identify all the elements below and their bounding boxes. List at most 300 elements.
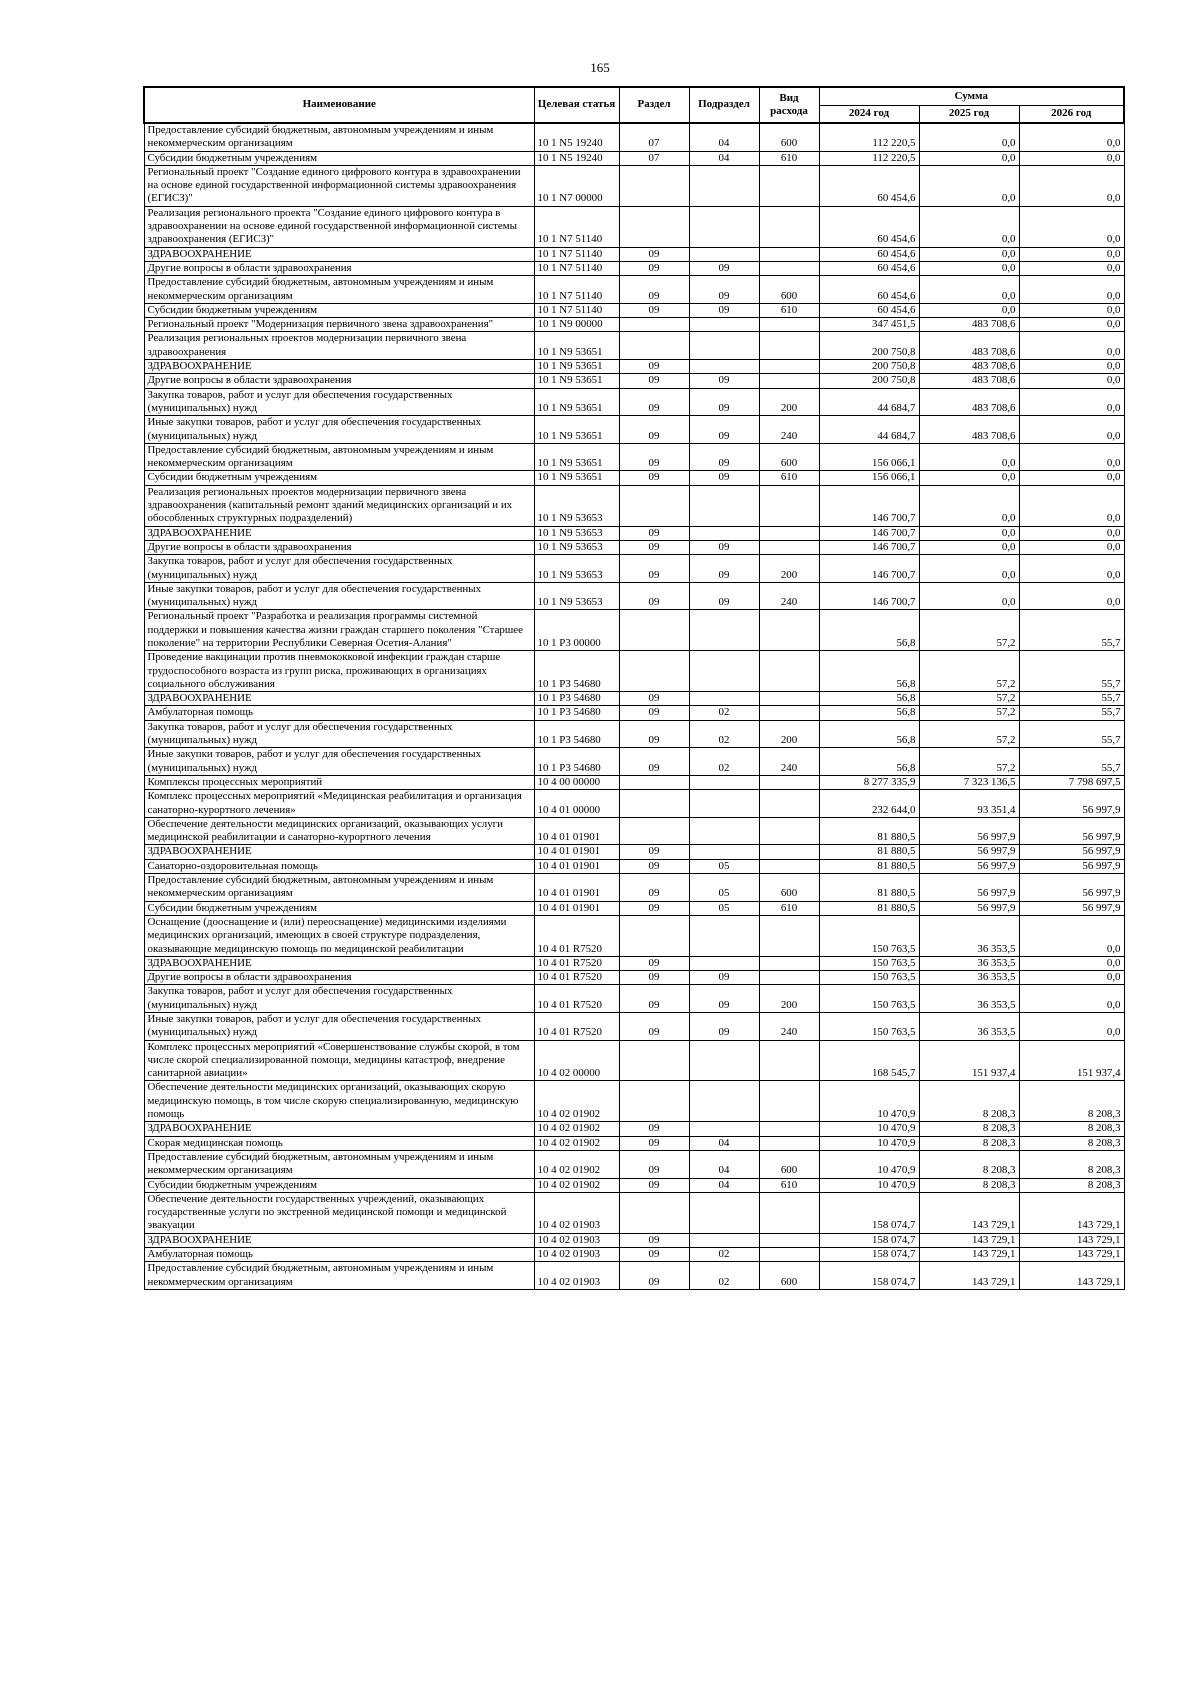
row-section: 09 (619, 582, 689, 610)
row-target-article: 10 4 02 01903 (534, 1192, 619, 1233)
row-sum-2024: 232 644,0 (819, 790, 919, 818)
row-sum-2024: 347 451,5 (819, 318, 919, 332)
table-row (144, 318, 1124, 332)
row-name: Комплексы процессных мероприятий (144, 775, 534, 789)
row-subsection: 09 (689, 416, 759, 444)
row-section: 09 (619, 416, 689, 444)
row-expense-type (759, 318, 819, 332)
row-subsection (689, 1040, 759, 1081)
row-expense-type (759, 775, 819, 789)
row-subsection: 09 (689, 985, 759, 1013)
table-row (144, 610, 1124, 651)
row-target-article: 10 1 P3 54680 (534, 706, 619, 720)
row-name: Другие вопросы в области здравоохранения (144, 540, 534, 554)
row-subsection: 05 (689, 859, 759, 873)
row-sum-2026: 0,0 (1019, 165, 1124, 206)
row-section: 09 (619, 388, 689, 416)
row-sum-2024: 56,8 (819, 651, 919, 692)
row-sum-2026: 55,7 (1019, 610, 1124, 651)
row-name: ЗДРАВООХРАНЕНИЕ (144, 1233, 534, 1247)
row-sum-2026: 0,0 (1019, 261, 1124, 275)
row-sum-2026: 0,0 (1019, 318, 1124, 332)
row-section (619, 1040, 689, 1081)
row-expense-type (759, 817, 819, 845)
row-expense-type: 610 (759, 303, 819, 317)
row-target-article: 10 1 N9 53651 (534, 443, 619, 471)
row-name: Предоставление субсидий бюджетным, автономным учреждениям и иным некоммерческим организациям (144, 874, 534, 902)
row-sum-2025: 36 353,5 (919, 1013, 1019, 1041)
row-expense-type (759, 692, 819, 706)
header-year-2026: 2026 год (1019, 105, 1124, 123)
row-section: 09 (619, 555, 689, 583)
row-subsection (689, 360, 759, 374)
row-sum-2026: 0,0 (1019, 971, 1124, 985)
row-subsection (689, 610, 759, 651)
row-sum-2026: 55,7 (1019, 720, 1124, 748)
row-expense-type (759, 1081, 819, 1122)
row-expense-type: 600 (759, 276, 819, 304)
row-expense-type (759, 790, 819, 818)
row-name: Иные закупки товаров, работ и услуг для обеспечения государственных (муниципальных) нужд (144, 582, 534, 610)
row-name: Региональный проект "Модернизация первичного звена здравоохранения" (144, 318, 534, 332)
row-subsection: 05 (689, 901, 759, 915)
row-section (619, 790, 689, 818)
row-name: ЗДРАВООХРАНЕНИЕ (144, 845, 534, 859)
row-subsection: 09 (689, 261, 759, 275)
row-sum-2025: 0,0 (919, 485, 1019, 526)
row-sum-2025: 36 353,5 (919, 956, 1019, 970)
row-name: Комплекс процессных мероприятий «Медицинская реабилитация и организация санаторно-курортного лечения» (144, 790, 534, 818)
row-section: 09 (619, 1178, 689, 1192)
header-year-2024: 2024 год (819, 105, 919, 123)
row-subsection (689, 206, 759, 247)
table-row (144, 775, 1124, 789)
row-expense-type (759, 247, 819, 261)
row-subsection (689, 526, 759, 540)
row-expense-type: 240 (759, 582, 819, 610)
table-row (144, 985, 1124, 1013)
row-subsection: 02 (689, 706, 759, 720)
row-expense-type (759, 261, 819, 275)
row-name: Субсидии бюджетным учреждениям (144, 901, 534, 915)
table-row (144, 332, 1124, 360)
row-subsection: 04 (689, 1150, 759, 1178)
row-name: ЗДРАВООХРАНЕНИЕ (144, 1122, 534, 1136)
row-target-article: 10 4 02 01903 (534, 1233, 619, 1247)
row-sum-2025: 0,0 (919, 471, 1019, 485)
row-sum-2024: 60 454,6 (819, 206, 919, 247)
row-section (619, 1192, 689, 1233)
row-sum-2025: 483 708,6 (919, 416, 1019, 444)
row-subsection: 02 (689, 720, 759, 748)
row-target-article: 10 4 02 01902 (534, 1122, 619, 1136)
row-sum-2024: 10 470,9 (819, 1150, 919, 1178)
row-target-article: 10 1 N9 53651 (534, 332, 619, 360)
row-expense-type (759, 610, 819, 651)
row-subsection (689, 1233, 759, 1247)
row-target-article: 10 1 N7 51140 (534, 247, 619, 261)
table-row (144, 1122, 1124, 1136)
table-row (144, 971, 1124, 985)
row-name: ЗДРАВООХРАНЕНИЕ (144, 956, 534, 970)
row-target-article: 10 4 01 R7520 (534, 956, 619, 970)
row-sum-2025: 8 208,3 (919, 1136, 1019, 1150)
row-sum-2025: 57,2 (919, 706, 1019, 720)
row-sum-2025: 36 353,5 (919, 915, 1019, 956)
row-section: 09 (619, 471, 689, 485)
row-target-article: 10 4 00 00000 (534, 775, 619, 789)
row-expense-type (759, 1192, 819, 1233)
row-target-article: 10 1 N9 53651 (534, 388, 619, 416)
row-sum-2025: 57,2 (919, 748, 1019, 776)
row-sum-2024: 150 763,5 (819, 985, 919, 1013)
row-expense-type: 610 (759, 151, 819, 165)
row-section: 09 (619, 1248, 689, 1262)
table-row (144, 1040, 1124, 1081)
row-sum-2026: 0,0 (1019, 416, 1124, 444)
row-target-article: 10 1 N7 51140 (534, 261, 619, 275)
row-sum-2024: 44 684,7 (819, 388, 919, 416)
table-row (144, 151, 1124, 165)
row-sum-2025: 143 729,1 (919, 1262, 1019, 1290)
row-sum-2026: 56 997,9 (1019, 859, 1124, 873)
row-target-article: 10 4 01 01901 (534, 901, 619, 915)
table-row (144, 1262, 1124, 1290)
row-section: 07 (619, 123, 689, 151)
row-name: Региональный проект "Разработка и реализация программы системной поддержки и повышения качества жизни граждан старшего поколения "Старшее поколение" на территории Республики Северная Осетия-Алания" (144, 610, 534, 651)
row-target-article: 10 1 P3 54680 (534, 651, 619, 692)
row-target-article: 10 1 N9 53653 (534, 540, 619, 554)
row-sum-2025: 36 353,5 (919, 985, 1019, 1013)
row-target-article: 10 4 02 01903 (534, 1248, 619, 1262)
row-section: 09 (619, 1122, 689, 1136)
row-sum-2025: 151 937,4 (919, 1040, 1019, 1081)
row-name: Субсидии бюджетным учреждениям (144, 471, 534, 485)
table-row (144, 1192, 1124, 1233)
row-sum-2026: 56 997,9 (1019, 845, 1124, 859)
row-target-article: 10 1 N9 00000 (534, 318, 619, 332)
row-sum-2025: 8 208,3 (919, 1081, 1019, 1122)
row-subsection (689, 692, 759, 706)
row-subsection (689, 775, 759, 789)
row-sum-2025: 57,2 (919, 651, 1019, 692)
row-section (619, 485, 689, 526)
row-subsection (689, 485, 759, 526)
row-target-article: 10 1 N5 19240 (534, 151, 619, 165)
row-expense-type (759, 165, 819, 206)
row-sum-2024: 168 545,7 (819, 1040, 919, 1081)
row-name: Другие вопросы в области здравоохранения (144, 971, 534, 985)
row-name: Субсидии бюджетным учреждениям (144, 303, 534, 317)
row-section (619, 775, 689, 789)
row-section: 09 (619, 540, 689, 554)
row-sum-2024: 200 750,8 (819, 374, 919, 388)
row-sum-2025: 0,0 (919, 555, 1019, 583)
row-sum-2024: 146 700,7 (819, 540, 919, 554)
table-row (144, 1233, 1124, 1247)
row-target-article: 10 4 02 01902 (534, 1150, 619, 1178)
row-sum-2024: 60 454,6 (819, 247, 919, 261)
row-sum-2024: 81 880,5 (819, 845, 919, 859)
row-subsection: 09 (689, 388, 759, 416)
row-subsection: 09 (689, 374, 759, 388)
row-section (619, 165, 689, 206)
row-name: Закупка товаров, работ и услуг для обеспечения государственных (муниципальных) нужд (144, 720, 534, 748)
row-sum-2026: 56 997,9 (1019, 874, 1124, 902)
row-sum-2024: 112 220,5 (819, 123, 919, 151)
row-name: Предоставление субсидий бюджетным, автономным учреждениям и иным некоммерческим организациям (144, 1150, 534, 1178)
row-expense-type (759, 1122, 819, 1136)
row-sum-2026: 0,0 (1019, 443, 1124, 471)
row-sum-2025: 57,2 (919, 610, 1019, 651)
row-sum-2026: 8 208,3 (1019, 1136, 1124, 1150)
row-name: Обеспечение деятельности медицинских организаций, оказывающих услуги медицинской реабилитации и санаторно-курортного лечения (144, 817, 534, 845)
row-sum-2024: 158 074,7 (819, 1192, 919, 1233)
row-section (619, 1081, 689, 1122)
table-body (144, 123, 1124, 1289)
row-subsection: 09 (689, 555, 759, 583)
row-sum-2024: 200 750,8 (819, 332, 919, 360)
row-section: 09 (619, 247, 689, 261)
row-sum-2024: 60 454,6 (819, 276, 919, 304)
table-row (144, 360, 1124, 374)
row-target-article: 10 1 N9 53651 (534, 471, 619, 485)
row-sum-2026: 0,0 (1019, 526, 1124, 540)
table-row (144, 416, 1124, 444)
table-row (144, 165, 1124, 206)
row-section: 09 (619, 1136, 689, 1150)
row-section: 09 (619, 1233, 689, 1247)
table-row (144, 817, 1124, 845)
row-target-article: 10 1 N5 19240 (534, 123, 619, 151)
row-name: Реализация регионального проекта "Создание единого цифрового контура в здравоохранении на основе единой государственной информационной системы здравоохранения (ЕГИСЗ)" (144, 206, 534, 247)
row-section: 09 (619, 360, 689, 374)
row-target-article: 10 1 N9 53653 (534, 555, 619, 583)
row-section: 07 (619, 151, 689, 165)
row-sum-2026: 0,0 (1019, 985, 1124, 1013)
row-sum-2024: 200 750,8 (819, 360, 919, 374)
row-name: ЗДРАВООХРАНЕНИЕ (144, 526, 534, 540)
row-subsection: 09 (689, 276, 759, 304)
table-row (144, 471, 1124, 485)
row-sum-2026: 143 729,1 (1019, 1192, 1124, 1233)
row-sum-2025: 56 997,9 (919, 845, 1019, 859)
row-expense-type: 200 (759, 388, 819, 416)
row-sum-2025: 8 208,3 (919, 1122, 1019, 1136)
row-subsection: 04 (689, 1136, 759, 1150)
row-sum-2024: 81 880,5 (819, 874, 919, 902)
row-sum-2024: 156 066,1 (819, 443, 919, 471)
row-subsection (689, 817, 759, 845)
row-name: Предоставление субсидий бюджетным, автономным учреждениям и иным некоммерческим организациям (144, 1262, 534, 1290)
row-target-article: 10 4 01 01901 (534, 874, 619, 902)
row-target-article: 10 4 01 R7520 (534, 971, 619, 985)
row-sum-2026: 143 729,1 (1019, 1248, 1124, 1262)
row-sum-2026: 0,0 (1019, 303, 1124, 317)
row-sum-2025: 56 997,9 (919, 874, 1019, 902)
table-row (144, 901, 1124, 915)
row-sum-2025: 56 997,9 (919, 901, 1019, 915)
row-sum-2024: 10 470,9 (819, 1122, 919, 1136)
row-expense-type (759, 845, 819, 859)
row-name: Закупка товаров, работ и услуг для обеспечения государственных (муниципальных) нужд (144, 985, 534, 1013)
row-name: Реализация региональных проектов модернизации первичного звена здравоохранения (144, 332, 534, 360)
row-sum-2024: 146 700,7 (819, 485, 919, 526)
row-expense-type: 600 (759, 443, 819, 471)
row-name: Проведение вакцинации против пневмококковой инфекции граждан старше трудоспособного возраста из групп риска, проживающих в организациях социального обслуживания (144, 651, 534, 692)
table-row (144, 1013, 1124, 1041)
row-expense-type: 610 (759, 471, 819, 485)
row-sum-2024: 112 220,5 (819, 151, 919, 165)
row-sum-2025: 483 708,6 (919, 388, 1019, 416)
row-sum-2026: 8 208,3 (1019, 1122, 1124, 1136)
row-subsection: 09 (689, 471, 759, 485)
row-section: 09 (619, 443, 689, 471)
row-sum-2025: 0,0 (919, 261, 1019, 275)
row-sum-2026: 0,0 (1019, 915, 1124, 956)
row-section (619, 817, 689, 845)
row-sum-2024: 56,8 (819, 720, 919, 748)
row-section: 09 (619, 901, 689, 915)
row-target-article: 10 1 P3 00000 (534, 610, 619, 651)
header-section: Раздел (619, 87, 689, 123)
table-row (144, 526, 1124, 540)
row-sum-2025: 483 708,6 (919, 332, 1019, 360)
row-name: Предоставление субсидий бюджетным, автономным учреждениям и иным некоммерческим организациям (144, 276, 534, 304)
row-sum-2026: 0,0 (1019, 123, 1124, 151)
row-target-article: 10 4 01 R7520 (534, 985, 619, 1013)
row-sum-2026: 55,7 (1019, 706, 1124, 720)
row-name: Иные закупки товаров, работ и услуг для обеспечения государственных (муниципальных) нужд (144, 748, 534, 776)
row-target-article: 10 1 N7 00000 (534, 165, 619, 206)
row-sum-2026: 55,7 (1019, 692, 1124, 706)
row-subsection: 09 (689, 303, 759, 317)
row-section (619, 206, 689, 247)
row-sum-2025: 0,0 (919, 247, 1019, 261)
row-sum-2024: 158 074,7 (819, 1262, 919, 1290)
row-target-article: 10 4 02 01903 (534, 1262, 619, 1290)
row-sum-2026: 55,7 (1019, 651, 1124, 692)
row-target-article: 10 4 02 01902 (534, 1081, 619, 1122)
header-year-2025: 2025 год (919, 105, 1019, 123)
row-sum-2025: 0,0 (919, 303, 1019, 317)
row-expense-type (759, 915, 819, 956)
row-sum-2024: 158 074,7 (819, 1248, 919, 1262)
table-row (144, 485, 1124, 526)
row-section (619, 332, 689, 360)
row-sum-2024: 150 763,5 (819, 1013, 919, 1041)
row-sum-2024: 60 454,6 (819, 165, 919, 206)
row-target-article: 10 4 01 00000 (534, 790, 619, 818)
row-name: ЗДРАВООХРАНЕНИЕ (144, 692, 534, 706)
row-target-article: 10 1 N9 53653 (534, 485, 619, 526)
row-expense-type: 240 (759, 1013, 819, 1041)
row-section: 09 (619, 956, 689, 970)
row-sum-2026: 143 729,1 (1019, 1233, 1124, 1247)
page-number: 165 (590, 60, 610, 75)
row-name: Иные закупки товаров, работ и услуг для обеспечения государственных (муниципальных) нужд (144, 416, 534, 444)
row-sum-2026: 0,0 (1019, 247, 1124, 261)
row-expense-type (759, 1248, 819, 1262)
row-name: ЗДРАВООХРАНЕНИЕ (144, 360, 534, 374)
row-name: Закупка товаров, работ и услуг для обеспечения государственных (муниципальных) нужд (144, 388, 534, 416)
row-sum-2026: 0,0 (1019, 471, 1124, 485)
row-sum-2026: 0,0 (1019, 1013, 1124, 1041)
row-sum-2025: 57,2 (919, 692, 1019, 706)
row-expense-type (759, 332, 819, 360)
row-sum-2026: 56 997,9 (1019, 790, 1124, 818)
row-sum-2025: 483 708,6 (919, 318, 1019, 332)
row-name: Субсидии бюджетным учреждениям (144, 1178, 534, 1192)
table-row (144, 845, 1124, 859)
row-sum-2024: 56,8 (819, 692, 919, 706)
row-subsection: 05 (689, 874, 759, 902)
row-expense-type (759, 374, 819, 388)
row-target-article: 10 4 01 01901 (534, 859, 619, 873)
row-sum-2024: 146 700,7 (819, 526, 919, 540)
row-sum-2026: 56 997,9 (1019, 817, 1124, 845)
row-section: 09 (619, 526, 689, 540)
row-subsection (689, 332, 759, 360)
row-section: 09 (619, 692, 689, 706)
row-subsection (689, 318, 759, 332)
table-row (144, 261, 1124, 275)
row-section: 09 (619, 748, 689, 776)
table-row (144, 303, 1124, 317)
table-row (144, 247, 1124, 261)
row-sum-2024: 10 470,9 (819, 1081, 919, 1122)
row-subsection: 09 (689, 540, 759, 554)
row-target-article: 10 4 02 01902 (534, 1178, 619, 1192)
row-section: 09 (619, 706, 689, 720)
row-name: Иные закупки товаров, работ и услуг для обеспечения государственных (муниципальных) нужд (144, 1013, 534, 1041)
table-row (144, 388, 1124, 416)
row-sum-2026: 8 208,3 (1019, 1150, 1124, 1178)
row-sum-2025: 56 997,9 (919, 859, 1019, 873)
row-name: Скорая медицинская помощь (144, 1136, 534, 1150)
row-sum-2026: 151 937,4 (1019, 1040, 1124, 1081)
row-sum-2024: 150 763,5 (819, 971, 919, 985)
header-expense-type: Вид расхода (759, 87, 819, 123)
row-name: Другие вопросы в области здравоохранения (144, 374, 534, 388)
row-name: Обеспечение деятельности медицинских организаций, оказывающих скорую медицинскую помощь, в том числе скорую специализированную, медицинскую помощь (144, 1081, 534, 1122)
row-section: 09 (619, 261, 689, 275)
row-expense-type: 240 (759, 748, 819, 776)
row-target-article: 10 4 01 01901 (534, 817, 619, 845)
row-sum-2025: 0,0 (919, 165, 1019, 206)
table-row (144, 706, 1124, 720)
header-name: Наименование (144, 87, 534, 123)
row-section: 09 (619, 374, 689, 388)
row-section: 09 (619, 1013, 689, 1041)
table-row (144, 1248, 1124, 1262)
table-row (144, 790, 1124, 818)
row-sum-2024: 158 074,7 (819, 1233, 919, 1247)
row-sum-2026: 0,0 (1019, 206, 1124, 247)
table-row (144, 276, 1124, 304)
row-expense-type: 610 (759, 1178, 819, 1192)
row-sum-2025: 57,2 (919, 720, 1019, 748)
table-row (144, 1178, 1124, 1192)
row-target-article: 10 1 P3 54680 (534, 748, 619, 776)
row-section: 09 (619, 985, 689, 1013)
row-expense-type: 610 (759, 901, 819, 915)
row-sum-2025: 7 323 136,5 (919, 775, 1019, 789)
row-sum-2026: 0,0 (1019, 555, 1124, 583)
row-section (619, 610, 689, 651)
row-sum-2026: 0,0 (1019, 582, 1124, 610)
row-section (619, 651, 689, 692)
